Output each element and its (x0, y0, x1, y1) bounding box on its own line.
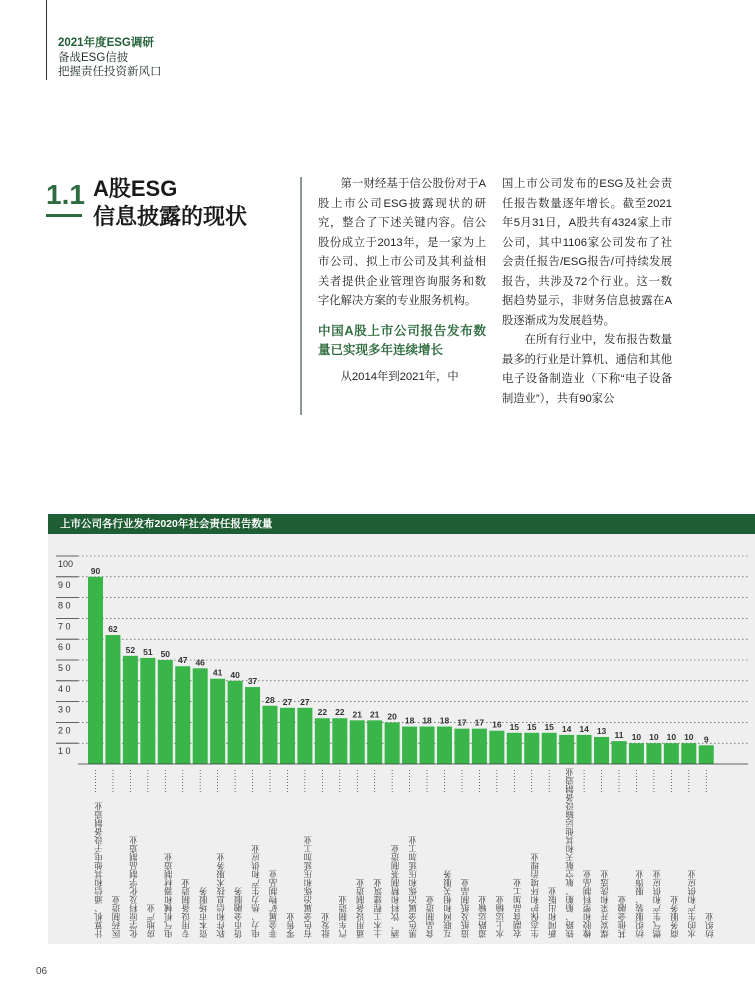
y-tick-label: 9 0 (58, 579, 71, 590)
category-label: 纺织业 (704, 912, 715, 938)
category-label: 软件和信息技术服务业 (215, 853, 226, 938)
bar-chart (48, 534, 755, 944)
category-label: 化学原料及化学制品制造业 (128, 836, 139, 938)
bar-value-label: 47 (178, 655, 188, 666)
category-label: 专用设备制造业 (180, 878, 191, 938)
bar-value-label: 22 (335, 707, 345, 718)
header-line-2: 备战ESG信披 (58, 51, 129, 64)
category-label: 货币金融服务 (233, 887, 244, 938)
category-label: 批发业 (320, 912, 331, 938)
bar-value-label: 52 (125, 644, 136, 655)
category-label: 黑色金属冶炼和压延加工业 (407, 836, 418, 938)
bar (245, 687, 260, 764)
bar (123, 656, 138, 764)
bar (524, 733, 539, 764)
paragraph-intro: 第一财经基于信公股份对于A股上市公司ESG披露现状的研究，整合了下述关键内容。信公股份成立于2013年，是一家为上市公司、拟上市公司及其利益相关者提供企业管理咨询服务和数字化解决方案的专业服务机构。 (318, 178, 486, 307)
category-label: 通用设备制造业 (355, 878, 366, 938)
section-title-line-2: 信息披露的现状 (93, 204, 248, 229)
paragraph-trend-start: 从2014年到2021年，中 (340, 370, 459, 383)
category-label: 新闻和出版业 (547, 887, 558, 938)
bar (193, 668, 208, 764)
section-number-underline (46, 214, 82, 217)
bar (594, 737, 609, 764)
bar-value-label: 17 (457, 717, 467, 728)
bar-value-label: 27 (300, 696, 310, 707)
y-tick-label: 100 (58, 559, 74, 569)
category-label: 食品制造业 (425, 895, 436, 938)
category-label: 水的生产和供应业 (686, 870, 697, 938)
bar-value-label: 21 (352, 709, 362, 720)
chart-panel (48, 514, 755, 944)
bar (559, 735, 574, 764)
bar (158, 660, 173, 764)
bar (577, 735, 592, 764)
bar (454, 729, 469, 764)
bar (472, 729, 487, 764)
category-label: 水上运输业 (494, 895, 505, 938)
category-label: 非金属矿物制品业 (268, 870, 278, 938)
bar (350, 720, 365, 764)
bar-value-label: 18 (404, 715, 415, 726)
category-label: 电气机械和器材制造业 (163, 853, 174, 938)
bar (646, 743, 661, 764)
paragraph-trend-continued: 国上市公司发布的ESG及社会责任报告数量逐年增长。截至2021年5月31日，A股共有4324家上市公司，其中1106家公司发布了社会责任报告/ESG报告/可持续发展报告，共涉及72个行业。这一数据趋势显示，非财务信息披露在A股逐渐成为发展趋势。 (502, 178, 672, 327)
y-tick-label: 4 0 (58, 683, 71, 694)
bar (542, 733, 557, 764)
y-tick-label: 8 0 (58, 600, 71, 611)
bar-value-label: 16 (492, 719, 502, 730)
bar (210, 679, 225, 764)
bar (140, 658, 155, 764)
column-divider (300, 177, 302, 415)
bar (263, 706, 278, 764)
bar-value-label: 40 (230, 669, 240, 680)
bar (681, 743, 696, 764)
text-column-1 (318, 175, 486, 387)
bar (612, 741, 627, 764)
subheading: 中国A股上市公司报告发布数量已实现多年连续增长 (318, 323, 486, 357)
y-tick-label: 6 0 (58, 642, 71, 653)
bar-value-label: 37 (247, 676, 258, 687)
category-label: 纺织服装、服饰业 (634, 870, 645, 938)
bar-value-label: 18 (439, 715, 450, 726)
chart-title-bar (48, 514, 755, 534)
bar-value-label: 15 (544, 721, 554, 732)
page-number: 06 (36, 966, 48, 977)
bar-value-label: 10 (631, 732, 642, 743)
chart-title: 上市公司各行业发布2020年社会责任报告数量 (60, 518, 273, 530)
bar (88, 577, 103, 764)
y-tick-label: 3 0 (58, 704, 71, 715)
bar (507, 733, 522, 764)
paragraph-industry: 在所有行业中，发布报告数量最多的行业是计算机、通信和其他电子设备制造业（下称“电子设备制造业”），共有90家公 (502, 334, 672, 405)
text-column-2 (502, 175, 672, 409)
y-tick-label: 7 0 (58, 621, 71, 632)
category-label: 商务服务业 (669, 895, 680, 938)
category-label: 铁路、船舶、航空航天和其他运输设备制造业 (564, 768, 575, 938)
bar-value-label: 11 (614, 730, 624, 741)
category-label: 其他金融业 (617, 895, 627, 938)
category-label: 造纸及纸制品业 (459, 878, 470, 938)
header-line-1: 2021年度ESG调研 (58, 37, 154, 49)
bar (105, 635, 120, 764)
y-tick-label: 1 0 (58, 746, 71, 757)
bar (664, 743, 679, 764)
bar (315, 718, 330, 764)
bar-value-label: 21 (369, 709, 380, 720)
bar-value-label: 50 (160, 649, 171, 659)
bar-value-label: 51 (143, 646, 153, 657)
bar-value-label: 13 (596, 725, 607, 736)
bar-value-label: 9 (703, 734, 709, 745)
y-tick-label: 2 0 (58, 725, 71, 736)
bar (699, 745, 714, 764)
category-label: 计算机、通信和其他电子设备制造业 (93, 802, 104, 938)
bar-value-label: 22 (317, 707, 328, 718)
bar (280, 708, 295, 764)
bar-value-label: 28 (265, 694, 275, 705)
running-header (58, 36, 162, 80)
bar-value-label: 14 (579, 723, 589, 734)
header-rule (46, 0, 47, 80)
bar-value-label: 62 (108, 624, 118, 635)
bar (332, 718, 347, 764)
section-number: 1.1 (46, 179, 85, 210)
category-label: 房地产业 (145, 904, 156, 938)
section-title (93, 175, 247, 231)
bar-value-label: 17 (474, 717, 485, 728)
bar-value-label: 20 (387, 711, 397, 722)
category-label: 汽车制造业 (337, 895, 348, 938)
bar (402, 727, 417, 764)
category-label: 医药制造业 (110, 895, 121, 938)
bar (297, 708, 312, 764)
category-label: 零售业 (285, 912, 296, 938)
bar (228, 681, 243, 764)
bar-value-label: 10 (684, 732, 694, 743)
bar-value-label: 15 (527, 721, 537, 732)
bar-value-label: 14 (561, 723, 572, 734)
section-title-line-1: A股ESG (93, 176, 178, 201)
category-label: 道路运输业 (477, 895, 488, 938)
bar-value-label: 18 (422, 715, 432, 726)
category-label: 有色金属冶炼和压延加工业 (302, 836, 313, 938)
y-tick-label: 5 0 (58, 663, 71, 673)
category-label: 资本市场服务 (198, 887, 209, 938)
category-label: 生态保护和环境治理业 (529, 853, 540, 938)
bar (437, 727, 452, 764)
bar-value-label: 27 (282, 696, 293, 707)
category-label: 煤炭开采和洗选业 (599, 870, 610, 938)
category-label: 土木工程建筑业 (372, 878, 383, 938)
bar-value-label: 46 (195, 657, 205, 668)
bar (420, 727, 435, 764)
bar (367, 720, 382, 764)
category-label: 酒、饮料和精制茶制造业 (390, 844, 401, 938)
bar (175, 666, 190, 764)
bar-value-label: 10 (649, 732, 659, 743)
bar (629, 743, 644, 764)
category-label: 电力、热力生产和供应业 (250, 844, 261, 938)
header-line-3: 把握责任投资新风口 (58, 66, 162, 78)
bar-value-label: 15 (509, 721, 520, 732)
bar (489, 731, 504, 764)
bar (385, 722, 400, 764)
category-label: 燃气生产和供应业 (651, 870, 662, 938)
bar-value-label: 41 (212, 667, 223, 678)
category-label: 互联网和相关服务 (442, 870, 453, 938)
bar-value-label: 90 (90, 565, 101, 576)
bar-value-label: 10 (666, 732, 677, 743)
category-label: 橡胶和塑料制品业 (582, 870, 593, 938)
category-label: 农副食品加工业 (512, 878, 523, 938)
